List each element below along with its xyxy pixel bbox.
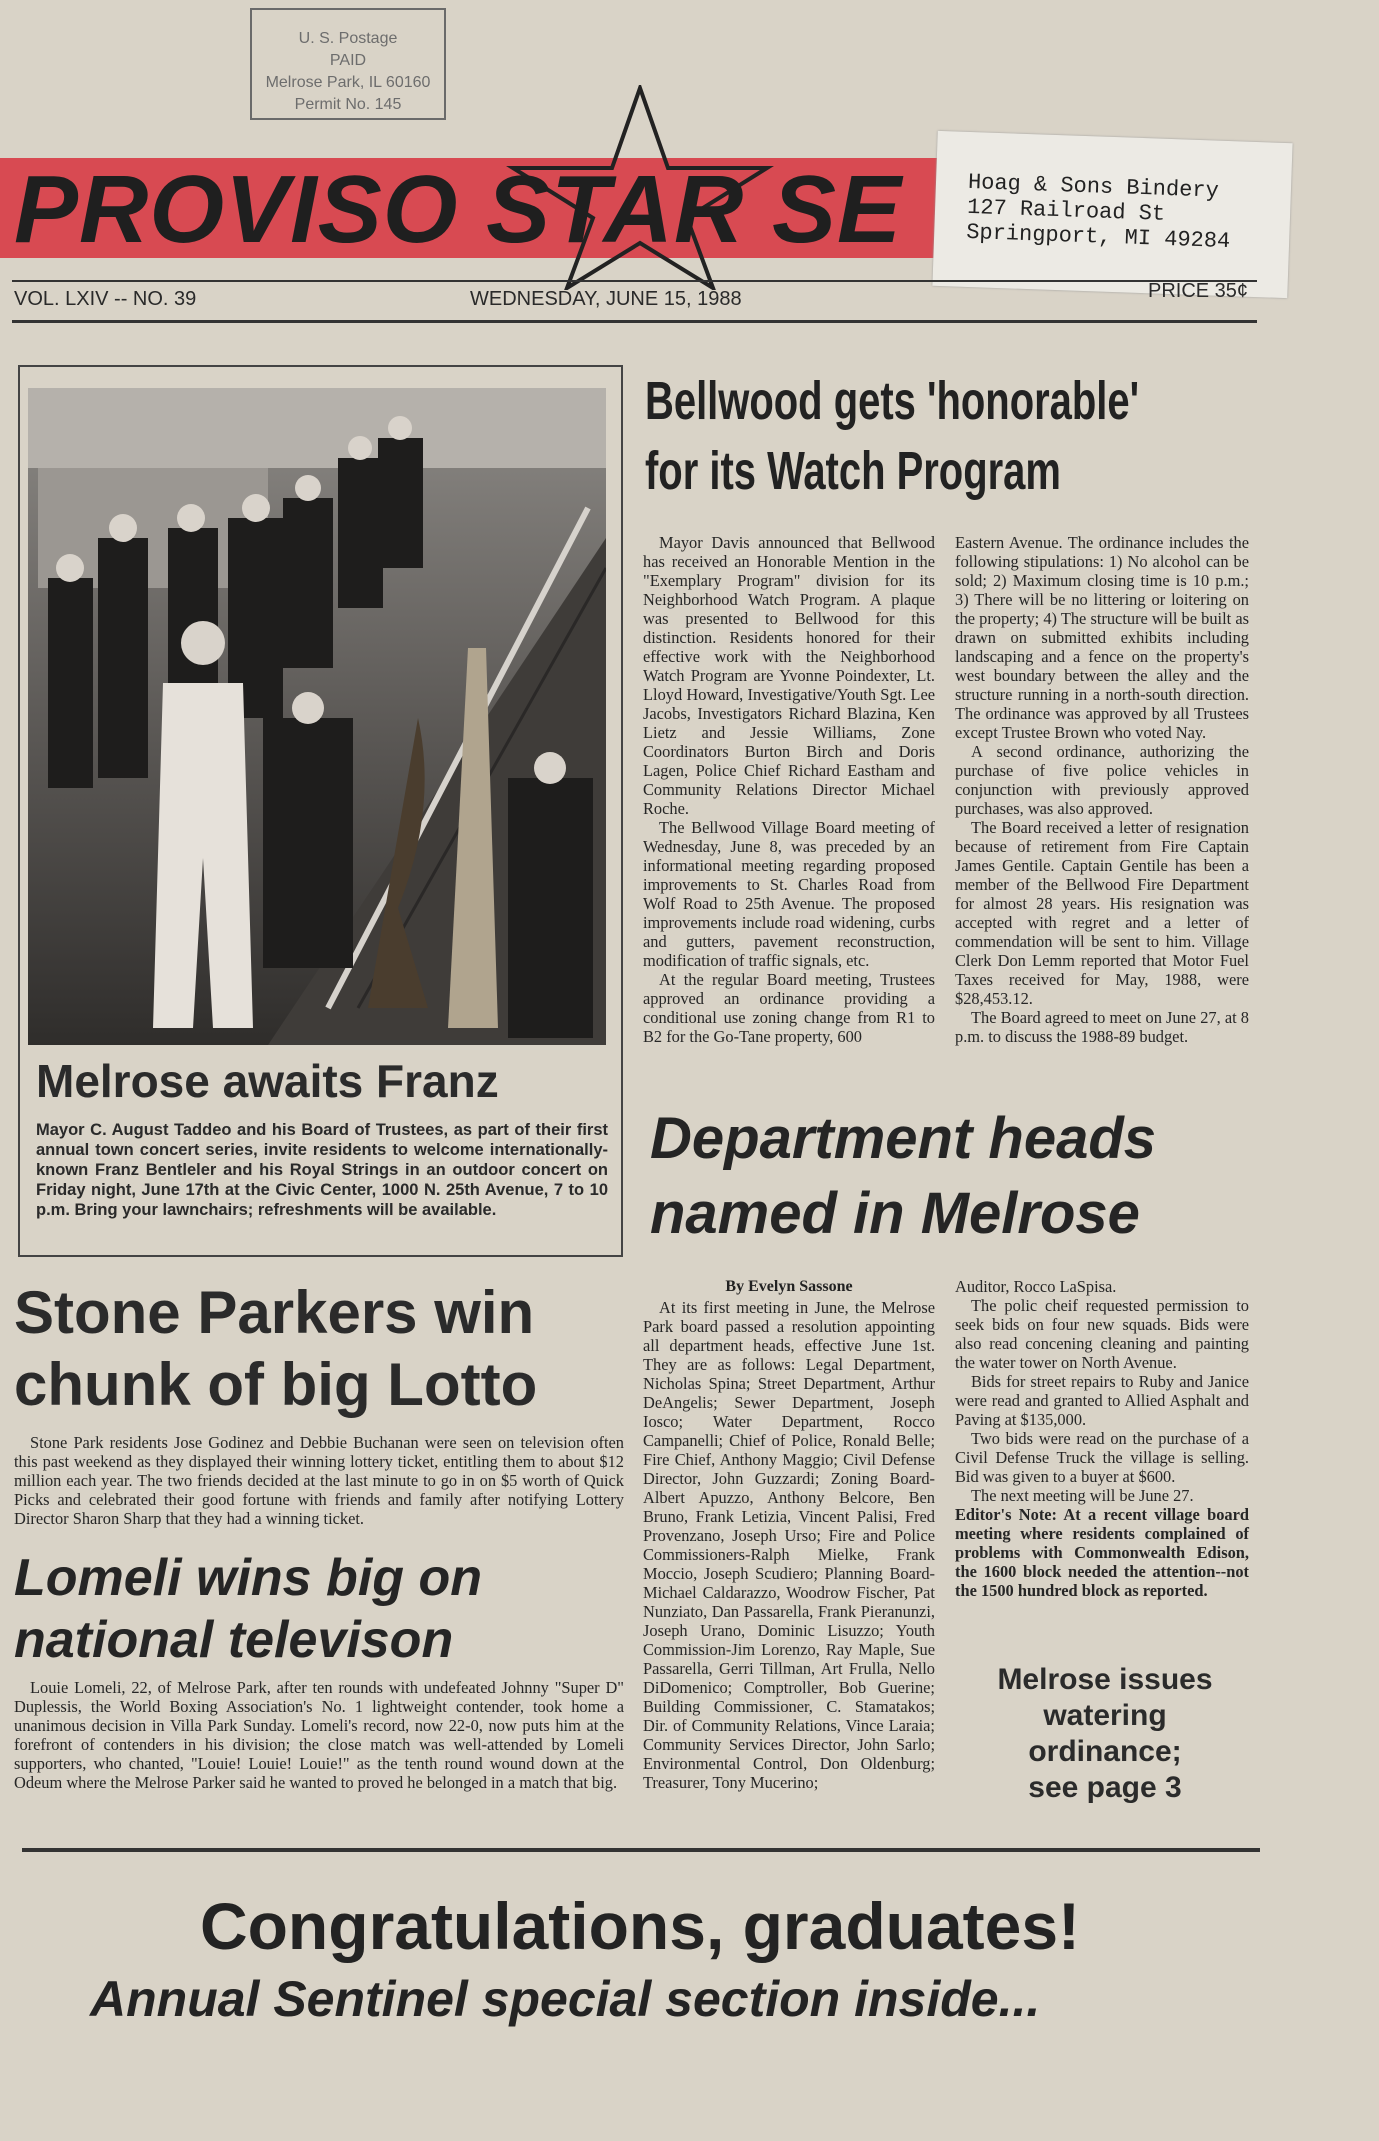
mailing-label bbox=[932, 131, 1292, 298]
paragraph: The next meeting will be June 27. bbox=[971, 1486, 1194, 1505]
franz-headline: Melrose awaits Franz bbox=[36, 1055, 499, 1107]
bellwood-headline-line1: Bellwood gets 'honorable' bbox=[645, 371, 1140, 431]
paragraph: At the regular Board meeting, Trustees approved an ordinance providing a conditional use zoning change from R1 to B2 for the Go-Tane property, 600 bbox=[643, 970, 935, 1046]
footer-rule bbox=[22, 1848, 1260, 1852]
lomeli-body bbox=[14, 1678, 624, 1792]
paragraph: Bids for street repairs to Ruby and Janice were read and granted to Allied Asphalt and Paving at $135,000. bbox=[955, 1372, 1249, 1429]
paragraph: Two bids were read on the purchase of a Civil Defense Truck the village is selling. Bid was given to a buyer at $600. bbox=[955, 1429, 1249, 1486]
paragraph: At its first meeting in June, the Melrose Park board passed a resolution appointing all department heads, effective June 1st. They are as follows: Legal Department, Nicholas Spina; Street Department, Arthur DeAngelis; Sewer Department, Joseph Iosco; Water Department, Rocco Campanelli; Chief of Police, Ronald Belle; Fire Chief, Anthony Maggio; Civil Defense Director, John Guzzardi; Zoning Board-Albert Apuzzo, Anthony Belcore, Ben Bruno, Frank Letizia, Vincent Palisi, Fred Provenzano, Joseph Urso; Fire and Police Commissioners-Ralph Mielke, Frank Moccio, Joseph Scudiero; Planning Board-Michael Caldarazzo, Woodrow Fischer, Pat Nunziato, Dan Passarella, Frank Pieranunzi, Joseph Urano, Dominic Lisuzzo; Youth Commission-Jim Lorenzo, Ray Maple, Sue Passarella, Gerri Tillman, Art Frulla, Nello DiDomenico; Comptroller, Bob Guerine; Building Commissioner, C. Stamatakos; Dir. of Community Relations, Vince Laraia; Community Services Director, John Sarlo; Environmental Control, Don Oldenburg; Treasurer, Tony Mucerino; bbox=[643, 1298, 935, 1792]
lotto-body bbox=[14, 1433, 624, 1528]
dept-headline-line1: Department heads bbox=[650, 1106, 1157, 1171]
postage-line: PAID bbox=[329, 52, 367, 69]
mailing-label-line: Hoag & Sons Bindery bbox=[967, 169, 1220, 204]
postage-stamp bbox=[250, 8, 446, 120]
lotto-headline-line2: chunk of big Lotto bbox=[14, 1351, 538, 1418]
bellwood-column-1 bbox=[643, 533, 935, 1046]
mailing-label-line: Springport, MI 49284 bbox=[965, 219, 1231, 255]
dept-byline: By Evelyn Sassone bbox=[725, 1278, 853, 1295]
mailing-label-line: 127 Railroad St bbox=[966, 194, 1166, 227]
watering-teaser bbox=[965, 1662, 1245, 1806]
lomeli-headline-line1: Lomeli wins big on bbox=[14, 1549, 482, 1607]
paragraph: Eastern Avenue. The ordinance includes the following stipulations: 1) No alcohol can be sold; 2) Maximum closing time is 10 p.m.; 3) There will be no littering or loitering on the property; 4) The structure will be built as drawn on submitted exhibits including landscaping and a fence on the property's west boundary between the alley and the structure running in a north-south direction. The ordinance was approved by all Trustees except Trustee Brown who voted Nay. bbox=[955, 533, 1249, 742]
teaser-line: watering bbox=[1043, 1699, 1167, 1732]
paragraph: Stone Park residents Jose Godinez and Debbie Buchanan were seen on television often this past weekend as they displayed their winning lottery ticket, entitling them to about $12 million each year. The two friends decided at the last minute to go in on $5 worth of Quick Picks and celebrated their good fortune with friends and family after notifying Lottery Director Sharon Sharp that they had a winning ticket. bbox=[14, 1433, 624, 1528]
bellwood-column-2 bbox=[955, 533, 1249, 1046]
postage-line: U. S. Postage bbox=[298, 30, 398, 47]
dept-headline-line2: named in Melrose bbox=[650, 1181, 1140, 1246]
editors-note: Editor's Note: At a recent village board meeting where residents complained of problems with Commonwealth Edison, the 1600 block needed the attention--not the 1500 hundred block as reported. bbox=[955, 1505, 1249, 1600]
issue-date: WEDNESDAY, JUNE 15, 1988 bbox=[470, 288, 742, 310]
dept-column-2 bbox=[955, 1277, 1249, 1600]
dept-column-1 bbox=[643, 1298, 935, 1792]
paragraph: Louie Lomeli, 22, of Melrose Park, after ten rounds with undefeated Johnny "Super D" Duplessis, the World Boxing Association's No. 1 lightweight contender, took home a unanimous decision in Villa Park Sunday. Lomeli's record, now 22-0, now puts him at the forefront of contenders in his division; the close match was well-attended by Lomeli supporters, who chanted, "Louie! Louie! Louie!" as the tenth round wound down at the Odeum where the Melrose Parker said he wanted to proved he belonged in a match that big. bbox=[14, 1678, 624, 1792]
lomeli-headline-line2: national televison bbox=[14, 1611, 454, 1669]
masthead-title: PROVISO STAR SE bbox=[14, 156, 903, 263]
volume-number: VOL. LXIV -- NO. 39 bbox=[14, 288, 197, 310]
teaser-line: see page 3 bbox=[1028, 1771, 1182, 1804]
franz-caption: Mayor C. August Taddeo and his Board of Trustees, as part of their first annual town concert series, invite residents to welcome internationally-known Franz Bentleler and his Royal Strings in an outdoor concert on Friday night, June 17th at the Civic Center, 1000 N. 25th Avenue, 7 to 10 p.m. Bring your lawnchairs; refreshments will be available. bbox=[36, 1121, 608, 1219]
graduates-subhead: Annual Sentinel special section inside... bbox=[90, 1971, 1041, 2027]
bellwood-headline-line2: for its Watch Program bbox=[645, 441, 1061, 501]
postage-line: Melrose Park, IL 60160 bbox=[265, 74, 431, 91]
paragraph: The polic cheif requested permission to seek bids on four new squads. Bids were also read concening cleaning and painting the water tower on North Avenue. bbox=[955, 1296, 1249, 1372]
postage-line: Permit No. 145 bbox=[294, 96, 402, 113]
paragraph: The Bellwood Village Board meeting of Wednesday, June 8, was preceded by an informational meeting regarding proposed improvements to St. Charles Road from Wolf Road to 25th Avenue. The proposed improvements include road widening, curbs and gutters, pavement reconstruction, modification of traffic signals, etc. bbox=[643, 818, 935, 970]
paragraph: The Board agreed to meet on June 27, at 8 p.m. to discuss the 1988-89 budget. bbox=[955, 1008, 1249, 1046]
teaser-line: ordinance; bbox=[1028, 1735, 1182, 1768]
lotto-headline-line1: Stone Parkers win bbox=[14, 1279, 535, 1346]
teaser-line: Melrose issues bbox=[997, 1663, 1213, 1696]
paragraph: The Board received a letter of resignation because of retirement from Fire Captain James Gentile. Captain Gentile has been a member of the Bellwood Fire Department for almost 28 years. His resignation was accepted with regret and a letter of commendation will be sent to him. Village Clerk Don Lemm reported that Motor Fuel Taxes received for May, 1988, were $28,453.12. bbox=[955, 818, 1249, 1008]
dateline-rule bbox=[12, 320, 1257, 323]
issue-price: PRICE 35¢ bbox=[1148, 280, 1249, 302]
paragraph: A second ordinance, authorizing the purchase of five police vehicles in conjunction with previously approved purchases, was also approved. bbox=[955, 742, 1249, 818]
graduates-headline: Congratulations, graduates! bbox=[199, 1889, 1081, 1963]
masthead-rule bbox=[12, 280, 1257, 282]
paragraph: Mayor Davis announced that Bellwood has received an Honorable Mention in the "Exemplary Program" division for its Neighborhood Watch Program. A plaque was presented to Bellwood for this distinction. Residents honored for their effective work with the Neighborhood Watch Program are Yvonne Poindexter, Lt. Lloyd Howard, Investigative/Youth Sgt. Lee Jacobs, Investigators Richard Blazina, Ken Lietz and Jessie Williams, Zone Coordinators Burton Birch and Doris Lagen, Police Chief Richard Eastham and Community Relations Director Michael Roche. bbox=[643, 533, 935, 818]
paragraph: Auditor, Rocco LaSpisa. bbox=[955, 1277, 1117, 1296]
orchestra-photo bbox=[28, 388, 606, 1045]
